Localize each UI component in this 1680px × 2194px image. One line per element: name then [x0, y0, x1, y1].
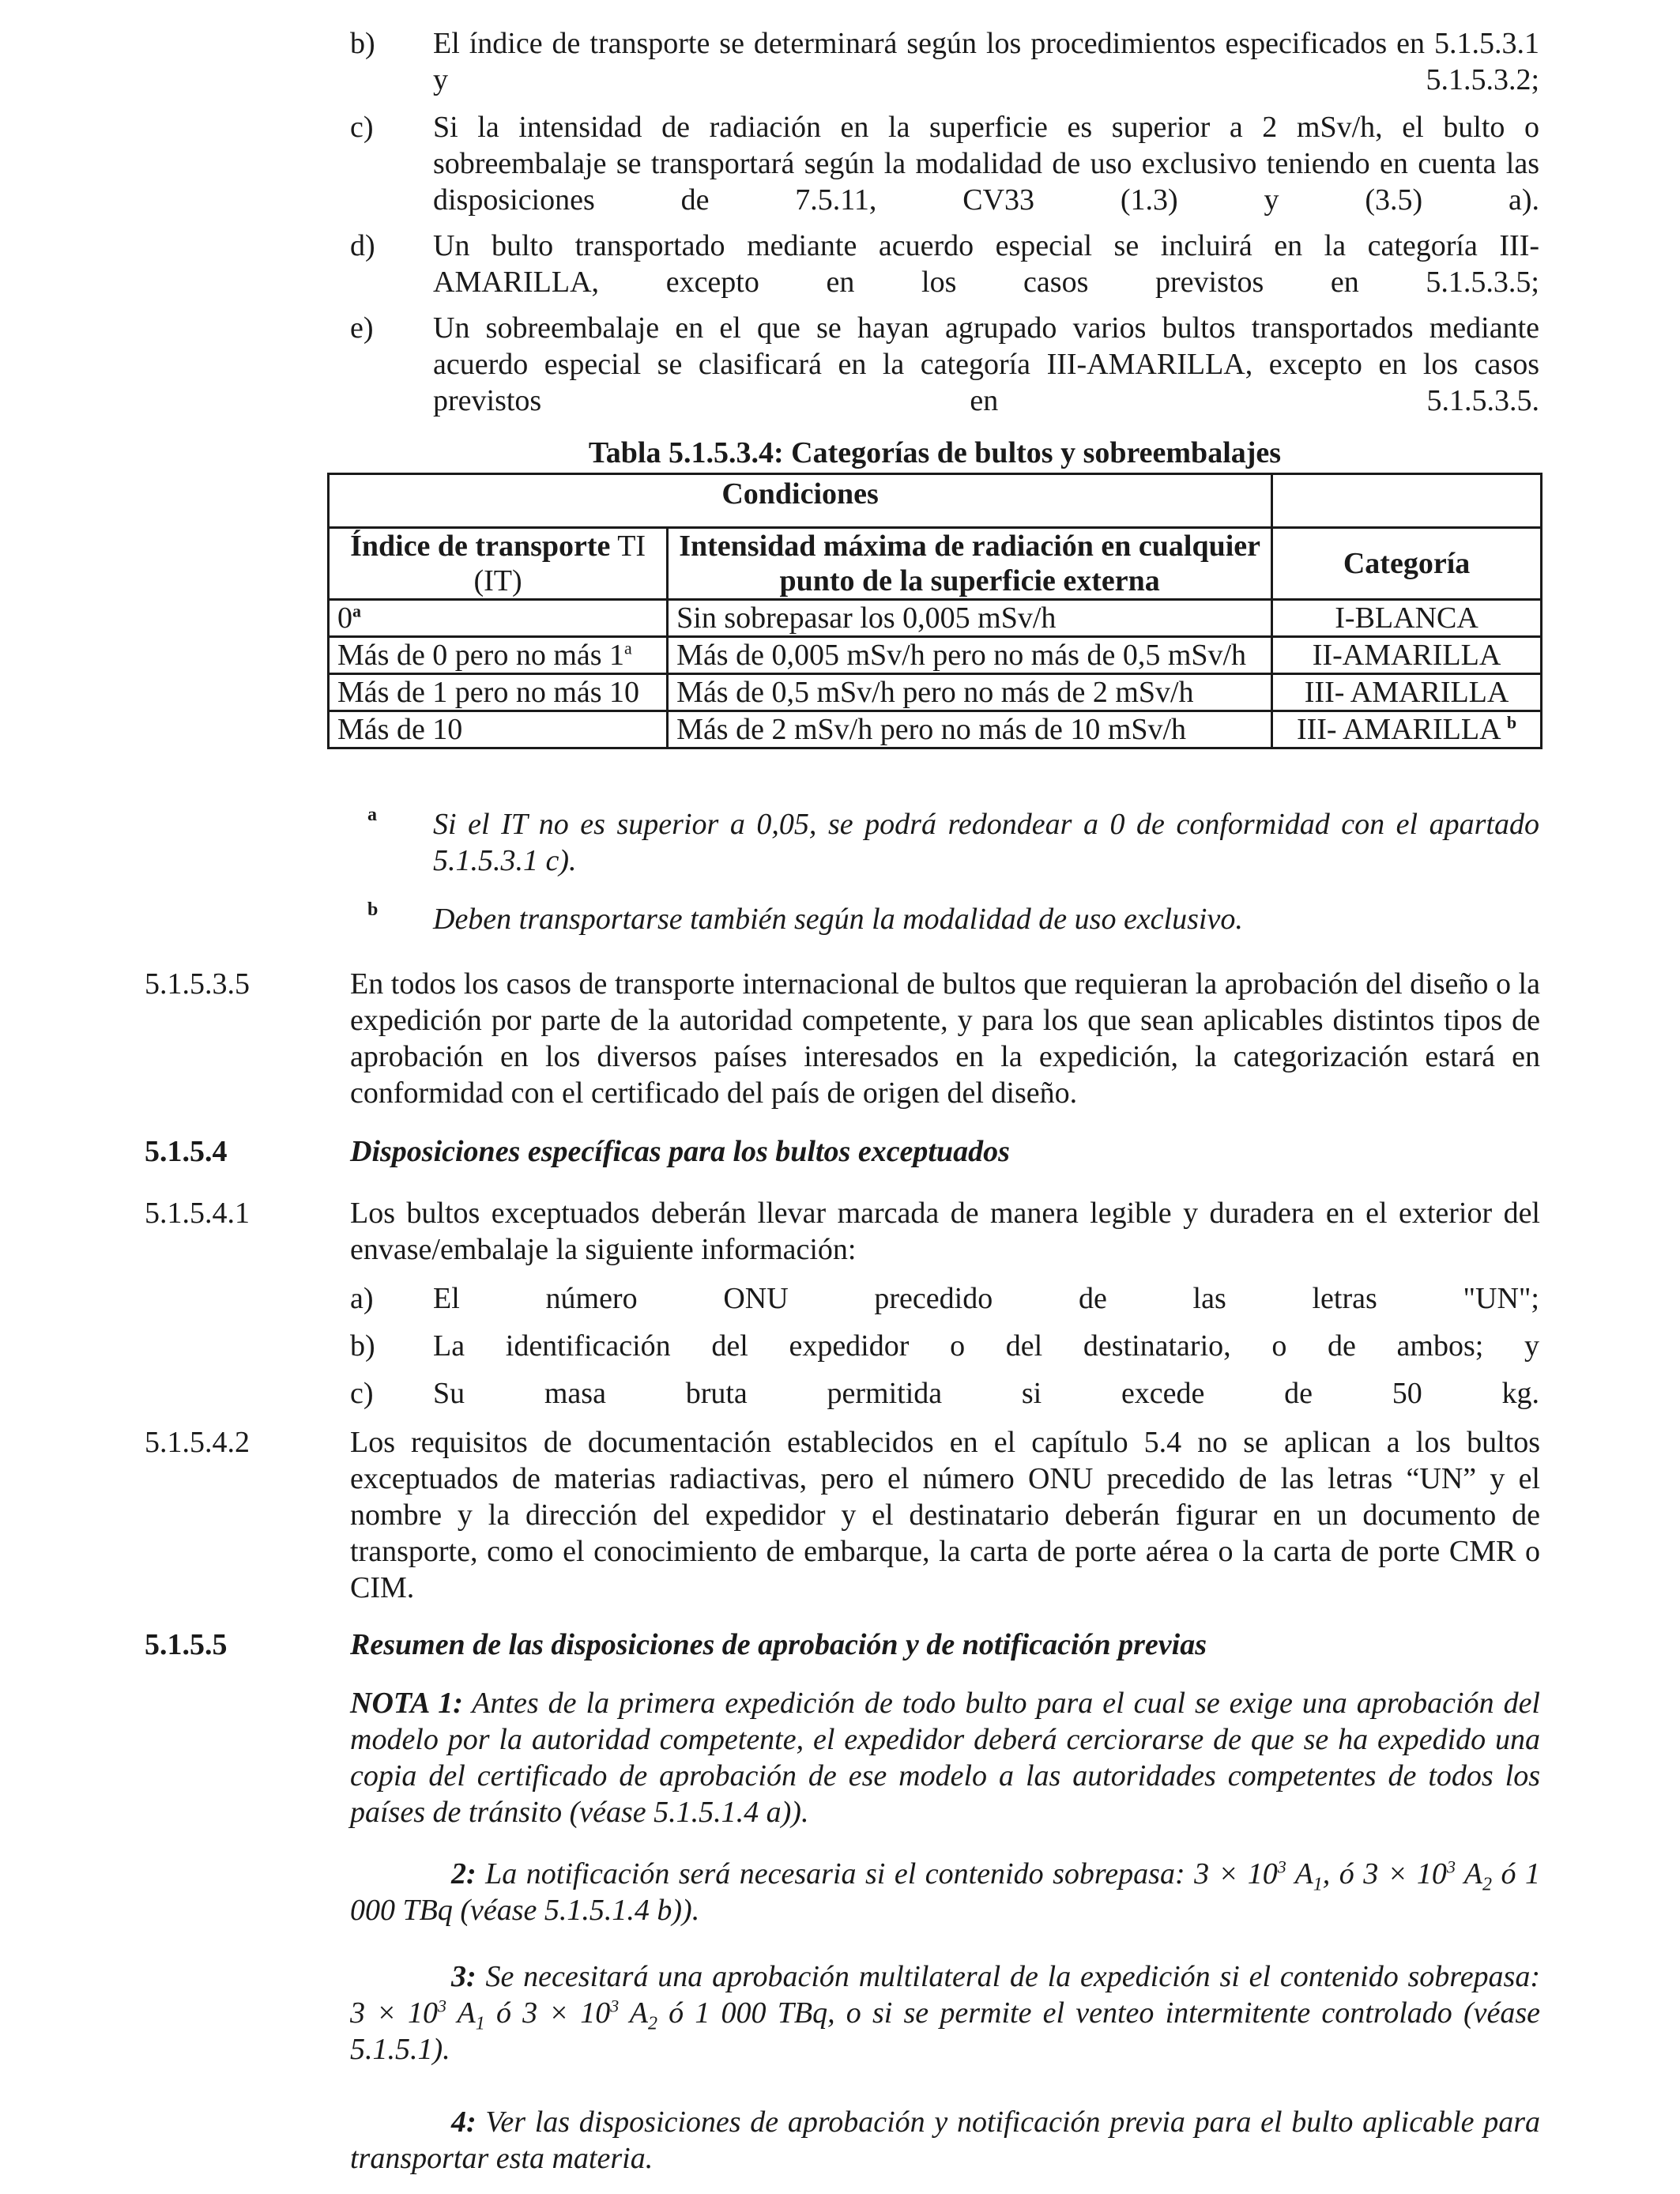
cell-ti: Más de 10	[329, 711, 668, 748]
section-title: Disposiciones específicas para los bultos exceptuados	[350, 1135, 1010, 1168]
section-number: 5.1.5.4.1	[145, 1197, 250, 1230]
list-label: b)	[350, 27, 375, 60]
list-text: Si la intensidad de radiación en la superficie es superior a 2 mSv/h, el bulto o sobreembalaje se transportará según la modalidad de uso exclusivo teniendo en cuenta las disposiciones de 7.5.11, CV33 (1.3) y (3.5) a).	[433, 111, 1539, 217]
section-number: 5.1.5.4	[145, 1135, 228, 1168]
list-label: c)	[350, 111, 374, 144]
section-text: Los bultos exceptuados deberán llevar marcada de manera legible y duradera en el exterior del envase/embalaje la siguiente información:	[350, 1197, 1540, 1266]
cell-ti: Más de 1 pero no más 10	[329, 674, 668, 711]
note-1: NOTA 1: Antes de la primera expedición de todo bulto para el cual se exige una aprobación del modelo por la autoridad competente, el expedidor deberá cerciorarse de que se ha expedido una copia del certificado de aprobación de ese modelo a las autoridades competentes de todos los países de tránsito (véase 5.1.5.1.4 a)).	[350, 1687, 1540, 1829]
list-text: Un bulto transportado mediante acuerdo especial se incluirá en la categoría III-AMARILLA, excepto en los casos previstos en 5.1.5.3.5;	[433, 229, 1539, 299]
list-label: a)	[350, 1282, 374, 1315]
list-text: El índice de transporte se determinará según los procedimientos especificados en 5.1.5.3.1 y 5.1.5.3.2;	[433, 27, 1539, 96]
cell-category: II-AMARILLA	[1272, 637, 1542, 674]
note-3: 3: Se necesitará una aprobación multilateral de la expedición si el contenido sobrepasa: $3 \times 10^3$ $A_1$ ó $3 \times 10^3$ $A_2$ ó 1 000 TBq, o si se permite el venteo intermitente controlado (véase 5.1.5.1).	[350, 1960, 1541, 2066]
list-label: d)	[350, 229, 375, 262]
section-title: Resumen de las disposiciones de aprobación y de notificación previas	[350, 1628, 1207, 1661]
table-caption: Tabla 5.1.5.3.4: Categorías de bultos y sobreembalajes	[588, 436, 1282, 469]
section-text: Los requisitos de documentación establecidos en el capítulo 5.4 no se aplican a los bultos exceptuados de materias radiactivas, pero el número ONU precedido de las letras “UN” y el nombre y la dirección del expedidor y el destinatario deberán figurar en un documento de transporte, como el conocimiento de embarque, la carta de porte aérea o la carta de porte CMR o CIM.	[350, 1426, 1540, 1604]
col-header-radiation: Intensidad máxima de radiación en cualquier punto de la superficie externa	[668, 528, 1272, 600]
cell-ti: 0$^a$	[329, 600, 668, 637]
footnote-text: Deben transportarse también según la modalidad de uso exclusivo.	[433, 903, 1243, 936]
footnote-text: Si el IT no es superior a 0,05, se podrá redondear a 0 de conformidad con el apartado 5.1.5.3.1 c).	[433, 808, 1539, 877]
section-number: 5.1.5.3.5	[145, 967, 250, 1001]
list-text: Su masa bruta permitida si excede de 50 kg.	[433, 1377, 1539, 1410]
cell-radiation: Sin sobrepasar los 0,005 mSv/h	[668, 600, 1272, 637]
cell-category: III- AMARILLA $^b$	[1272, 711, 1542, 748]
col-header-ti: Índice de transporte TI (IT)	[329, 528, 668, 600]
footnote-mark: a	[367, 805, 377, 825]
categories-table	[327, 473, 1543, 749]
cell-category: I-BLANCA	[1272, 600, 1542, 637]
table-row	[329, 637, 1542, 674]
section-number: 5.1.5.5	[145, 1628, 228, 1661]
list-text: La identificación del expedidor o del destinatario, o de ambos; y	[433, 1329, 1539, 1363]
section-number: 5.1.5.4.2	[145, 1426, 250, 1459]
group-header: Condiciones	[329, 474, 1272, 528]
cell-ti: Más de 0 pero no más 1$^a$	[329, 637, 668, 674]
table-row	[329, 711, 1542, 748]
list-text: El número ONU precedido de las letras "UN";	[433, 1282, 1539, 1315]
table-row	[329, 600, 1542, 637]
note-2: 2: La notificación será necesaria si el contenido sobrepasa: $3 \times 10^3$ $A_1$, ó $3 \times 10^3$ $A_2$ ó 1 000 TBq (véase 5.1.5.1.4 b)).	[350, 1857, 1540, 1927]
cell-radiation: Más de 0,005 mSv/h pero no más de 0,5 mSv/h	[668, 637, 1272, 674]
list-label: c)	[350, 1377, 374, 1410]
cell-radiation: Más de 2 mSv/h pero no más de 10 mSv/h	[668, 711, 1272, 748]
section-text: En todos los casos de transporte internacional de bultos que requieran la aprobación del diseño o la expedición por parte de la autoridad competente, y para los que sean aplicables distintos tipos de aprobación en los diversos países interesados en la expedición, la categorización estará en conformidad con el certificado del país de origen del diseño.	[350, 967, 1540, 1110]
cell-radiation: Más de 0,5 mSv/h pero no más de 2 mSv/h	[668, 674, 1272, 711]
table-row	[329, 674, 1542, 711]
list-label: e)	[350, 311, 374, 345]
list-text: Un sobreembalaje en el que se hayan agrupado varios bultos transportados mediante acuerdo especial se clasificará en la categoría III-AMARILLA, excepto en los casos previstos en 5.1.5.3.5.	[433, 311, 1539, 417]
footnote-mark: b	[367, 899, 379, 920]
col-header-category: Categoría	[1272, 528, 1542, 600]
list-label: b)	[350, 1329, 375, 1363]
cell-category: III- AMARILLA	[1272, 674, 1542, 711]
note-4: 4: Ver las disposiciones de aprobación y notificación previa para el bulto aplicable para transportar esta materia.	[350, 2105, 1540, 2175]
